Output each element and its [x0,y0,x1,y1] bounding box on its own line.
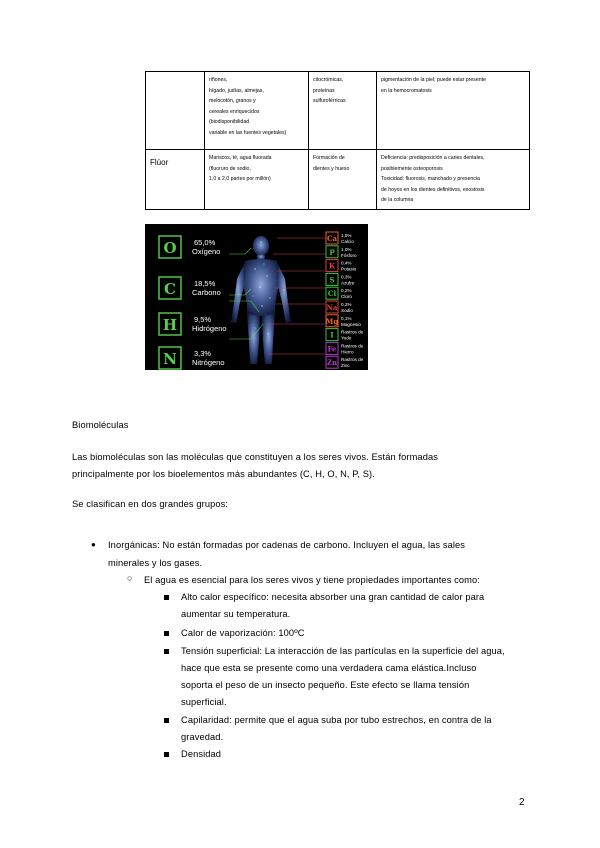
element-label: Magnesio [341,321,361,327]
element-name: Carbono [192,288,221,297]
item-text-line: soporta el peso de un insecto pequeño. Este efecto se llama tensión [181,680,470,690]
element-label: 0,1% [341,315,352,321]
table-cell-sources: riñones, hígado, judías, almejas, melocotón, granos y cereales enriquecidos (biodisponibilidad variable en las fuentes vegetales) [205,72,309,150]
table-cell-sources: Mariscos, té, agua fluorada (fluoruro de sodio, 1,0 a 2,0 partes por millón) [205,150,309,210]
element-name: Nitrógeno [192,358,225,367]
minor-element-cloro [326,287,352,299]
bullet-square [164,595,169,600]
minor-element-fósforo [326,246,357,258]
item-text-line: Densidad [181,749,222,759]
paragraph-line: Las biomoléculas son las moléculas que constituyen a los seres vivos. Están formadas [72,452,438,462]
minor-element-sodio [326,301,353,313]
minor-element-yodo [326,329,364,341]
element-symbol: O [163,239,177,257]
element-symbol: C [164,280,176,298]
table-row [146,150,530,210]
minor-element-azufre [326,273,355,285]
element-symbol: Fe [327,344,337,354]
item-text-line: superficial. [181,697,227,707]
table-cell-functions: citocrómicas, proteínas sulfuroférricas [309,72,377,150]
element-symbol: P [329,247,335,257]
element-label: Zinc [341,363,350,369]
minor-element-potasio [326,260,357,272]
bullet-circle: ○ [127,573,133,583]
table-cell-element [146,72,205,150]
element-symbol: H [162,316,178,334]
item-text-line: aumentar su temperatura. [181,609,291,619]
table-cell-deficiency: pigmentación de la piel; puede estar presente en la hemocromatosis [377,72,530,150]
item-text-line: Capilaridad: permite que el agua suba por tubo estrechos, en contra de la [181,715,492,725]
element-percent: 18,5% [194,279,216,288]
element-label: Fósforo [341,252,357,258]
element-label: 1,5% [341,233,352,238]
element-name: Oxígeno [192,247,221,256]
element-name: Hidrógeno [192,324,227,333]
bullet-square [164,752,169,757]
element-symbol: S [329,275,335,285]
item-text-line: Tensión superficial: La interacción de las partículas en la superficie del agua, [181,646,505,656]
element-label: 1,0% [341,246,352,252]
element-label: Rastros de [341,343,364,349]
element-label: 0,2% [341,302,352,307]
human-body-elements-figure [145,224,368,370]
element-label: Yodo [341,335,352,341]
bullet-text-line: minerales y los gases. [108,558,203,568]
element-symbol: Na [326,303,338,312]
bullet-square [164,649,169,654]
minor-element-hierro [326,342,364,354]
element-symbol: Zn [326,358,338,368]
item-text-line: gravedad. [181,732,224,742]
table-row [146,72,530,150]
element-percent: 65,0% [194,238,216,247]
element-label: Hierro [341,349,354,355]
element-carbono-group [159,277,221,299]
element-label: Azufre [341,280,355,286]
element-symbol: N [163,350,177,368]
element-oxígeno-group [159,236,220,258]
page-number: 2 [519,797,525,808]
paragraph-line: Se clasifican en dos grandes grupos: [72,499,229,509]
bullet-text-line: Inorgánicas: No están formadas por cadenas de carbono. Incluyen el agua, las sales [108,540,466,550]
item-text-line: Calor de vaporización: 100ºC [181,628,305,638]
paragraph-line: principalmente por los bioelementos más abundantes (C, H, O, N, P, S). [72,469,375,479]
table-cell-element: Flúor [146,150,205,210]
element-label: 0,3% [341,274,352,280]
element-label: Calcio [341,239,354,244]
minor-element-zinc [326,356,364,368]
element-label: 0,4% [341,260,352,266]
element-percent: 9,5% [194,315,212,324]
minor-element-magnesio [326,315,362,327]
table-cell-deficiency: Deficiencia: predisposición a caries dentales, posiblemente osteoporosis Toxicidad: fluorosis, manchado y presencia de hoyos en los dientes definitivos, exostosis de la columna [377,150,530,210]
element-label: Rastros de [341,357,364,363]
element-hidrógeno-group [159,313,227,335]
item-text-line: hace que esta se presente como una verdadera cama elástica.Incluso [181,663,477,673]
element-label: Rastros de [341,329,364,335]
element-symbol: Ca [326,234,338,243]
element-label: Sodio [341,308,353,313]
element-symbol: I [330,330,334,340]
bullet-disc: ● [91,540,96,549]
nutrient-table [145,71,529,210]
element-label: Cloro [341,294,352,300]
element-symbol: K [328,261,336,271]
sub-bullet-text: El agua es esencial para los seres vivos y tiene propiedades importantes como: [144,575,480,585]
bullet-square [164,631,169,636]
element-symbol: Cl [327,289,337,299]
section-heading: Biomoléculas [72,420,129,430]
element-percent: 3,3% [194,349,212,358]
element-label: Potasio [341,266,357,272]
bullet-square [164,718,169,723]
element-symbol: Mg [325,316,339,326]
element-nitrógeno-group [159,347,225,369]
minor-element-calcio [326,232,354,244]
table-cell-functions: Formación de dientes y hueso [309,150,377,210]
element-label: 0,2% [341,288,352,294]
item-text-line: Alto calor específico: necesita absorber una gran cantidad de calor para [181,592,485,602]
human-silhouette [231,236,291,364]
